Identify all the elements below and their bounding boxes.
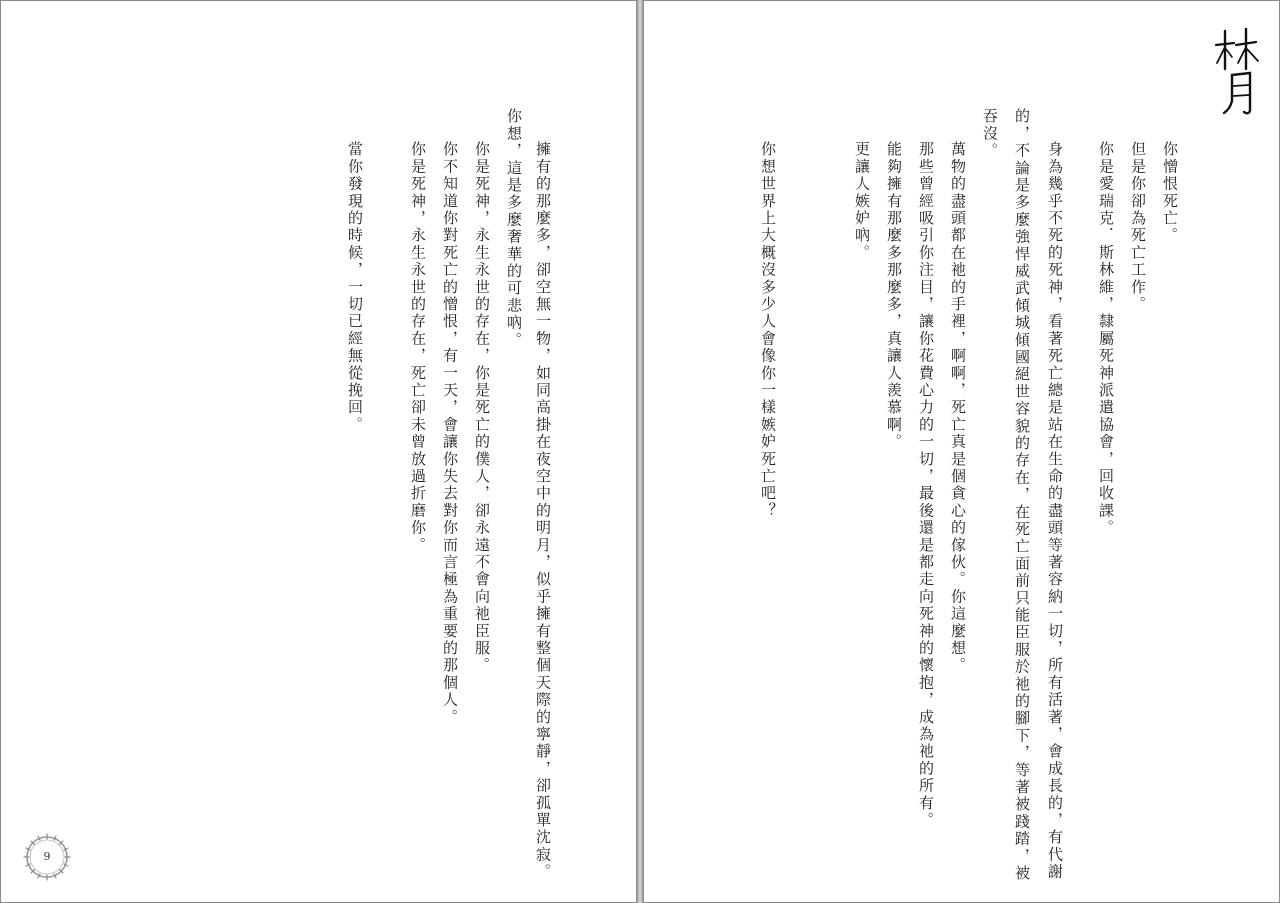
text-line: 當你發現的時候，一切已經無從挽回。 xyxy=(346,141,364,434)
text-line: 萬物的盡頭都在祂的手裡，啊啊，死亡真是個貪心的傢伙。你這麼想。 xyxy=(949,141,967,675)
left-page xyxy=(0,0,637,903)
text-line: 你是死神，永生永世的存在，你是死亡的僕人，卻永遠不會向祂臣服。 xyxy=(473,141,491,675)
text-line: 你是愛瑞克．斯林維，隸屬死神派遣協會，回收課。 xyxy=(1097,141,1115,537)
text-line: 吞沒。 xyxy=(981,108,999,160)
text-line: 身為幾乎不死的死神，看著死亡總是站在生命的盡頭等著容納一切，所有活著，會成長的，有代謝 xyxy=(1046,141,1064,881)
text-line: 擁有的那麼多，卻空無一物，如同高掛在夜空中的明月，似乎擁有整個天際的寧靜，卻孤單沈寂。 xyxy=(534,141,552,881)
calligraphy-logo xyxy=(1214,23,1262,118)
text-line: 但是你卻為死亡工作。 xyxy=(1129,141,1147,313)
text-line: 的，不論是多麼強悍威武傾城傾國絕世容貌的存在，在死亡面前只能臣服於祂的腳下，等著被踐踏，被 xyxy=(1013,108,1031,882)
text-line: 你想世界上大概沒多少人會像你一樣嫉妒死亡吧？ xyxy=(759,141,777,520)
text-line: 你是死神，永生永世的存在，死亡卻未曾放過折磨你。 xyxy=(409,141,427,554)
text-line: 更讓人嫉妒吶。 xyxy=(853,141,871,262)
right-page xyxy=(643,0,1280,903)
text-line: 你不知道你對死亡的憎恨，有一天，會讓你失去對你而言極為重要的那個人。 xyxy=(441,141,459,726)
text-line: 你想，這是多麼奢華的可悲吶。 xyxy=(505,108,523,349)
text-line: 能夠擁有那麼多那麼多，真讓人羨慕啊。 xyxy=(885,141,903,451)
text-line: 那些曾經吸引你注目，讓你花費心力的一切，最後還是都走向死神的懷抱，成為祂的所有。 xyxy=(917,141,935,829)
page-number: 9 xyxy=(43,850,51,863)
text-line: 你憎恨死亡。 xyxy=(1161,141,1179,245)
